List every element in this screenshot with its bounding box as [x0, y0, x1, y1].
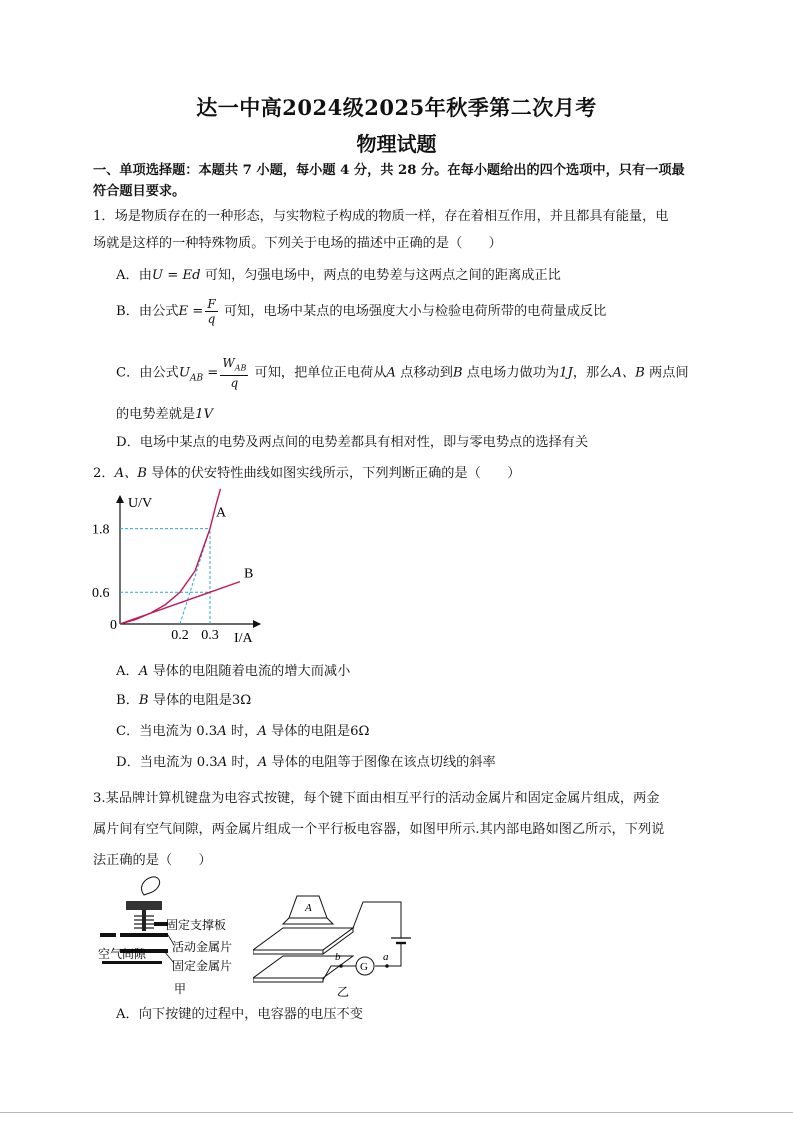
q1-option-a: A．由U = Ed 可知，匀强电场中，两点的电势差与这两点之间的距离成正比	[116, 268, 561, 283]
iv-chart	[88, 488, 273, 648]
keyboard-key-figure	[94, 873, 254, 1001]
label-fixed-plate: 固定金属片	[172, 959, 233, 973]
galvanometer-label: G	[360, 961, 368, 973]
q3-stem-cont1: 属片间有空气间隙，两金属片组成一个平行板电容器，如图甲所示.其内部电路如图乙所示，下列说	[93, 822, 665, 837]
node-b-label: b	[335, 951, 341, 963]
label-fixed-support: 固定支撑板	[166, 918, 227, 932]
label-air-gap: 空气间隙	[98, 947, 147, 961]
fraction-w-over-q: $\frac{W_{AB}}{q}$	[222, 356, 247, 391]
exam-title: 达一中高2024级2025年秋季第二次月考	[196, 95, 597, 120]
base-plate	[102, 961, 162, 964]
series-b-label: B	[244, 566, 254, 582]
origin-label: 0	[110, 618, 117, 633]
q3-stem: 3.某品牌计算机键盘为电容式按键，每个键下面由相互平行的活动金属片和固定金属片组成，两金	[93, 791, 660, 806]
q1-option-c-cont: 的电势差就是1V	[116, 407, 214, 422]
series-b-line	[120, 582, 240, 624]
label-moving-plate: 活动金属片	[172, 940, 233, 954]
q2-option-c: C．当电流为 0.3A 时，A 导体的电阻是6Ω	[116, 724, 370, 739]
q2-stem: 2．A、B 导体的伏安特性曲线如图实线所示，下列判断正确的是（ ）	[93, 466, 521, 481]
plate-label-a: A	[305, 902, 312, 914]
x-tick-label-0: 0.2	[171, 628, 189, 643]
finger-icon	[142, 877, 160, 895]
exam-subtitle: 物理试题	[356, 132, 437, 156]
q1-option-b: B．由公式E = $\frac{F}{q}$ 可知，电场中某点的电场强度大小与检验电荷所带的电荷量成反比	[116, 297, 607, 326]
caption-yi: 乙	[337, 985, 350, 999]
q2-option-b: B．B 导体的电阻是3Ω	[116, 693, 252, 708]
page-bottom-rule	[0, 1112, 793, 1113]
section-heading: 一、单项选择题：本题共 7 小题，每小题 4 分，共 28 分。在每小题给出的四个选项中，只有一项最	[93, 163, 685, 178]
x-tick-label-1: 0.3	[201, 628, 219, 643]
series-a-label: A	[216, 505, 227, 521]
y-tick-label-0: 0.6	[92, 586, 110, 602]
q1-option-c: C．由公式$U_{AB}$ = $\frac{W_{AB}}{q}$ 可知，把单位正电荷从A 点移动到B 点电场力做功为1J，那么A、B 两点间	[116, 356, 689, 391]
circuit-figure	[253, 880, 413, 1005]
caption-jia: 甲	[174, 982, 187, 996]
q1-stem: 1．场是物质存在的一种形态，与实物粒子构成的物质一样，存在着相互作用，并且都具有能量，电	[93, 209, 669, 224]
fraction-f-over-q: $\frac{F}{q}$	[207, 297, 216, 326]
q1-option-d: D．电场中某点的电势及两点间的电势差都具有相对性，即与零电势点的选择有关	[116, 435, 589, 450]
formula-u-ed: U = Ed	[151, 268, 201, 283]
y-tick-label-1: 1.8	[92, 522, 110, 538]
x-axis-label: I/A	[234, 631, 253, 646]
wire-top	[353, 902, 401, 938]
key-cap	[126, 901, 162, 910]
y-axis-label: U/V	[128, 496, 153, 511]
node-a-dot	[385, 964, 389, 968]
node-b-dot	[339, 964, 343, 968]
left-support	[100, 933, 116, 937]
q3-option-a: A．向下按键的过程中，电容器的电压不变	[116, 1007, 363, 1022]
section-heading-cont: 符合题目要求。	[93, 184, 186, 199]
q3-stem-cont2: 法正确的是（ ）	[93, 853, 212, 868]
node-a-label: a	[383, 951, 389, 963]
q2-option-d: D．当电流为 0.3A 时，A 导体的电阻等于图像在该点切线的斜率	[116, 755, 496, 770]
q2-option-a: A．A 导体的电阻随着电流的增大而减小	[116, 664, 351, 679]
q1-stem-cont: 场就是这样的一种特殊物质。下列关于电场的描述中正确的是（ ）	[93, 236, 502, 251]
moving-metal-plate	[120, 933, 168, 937]
